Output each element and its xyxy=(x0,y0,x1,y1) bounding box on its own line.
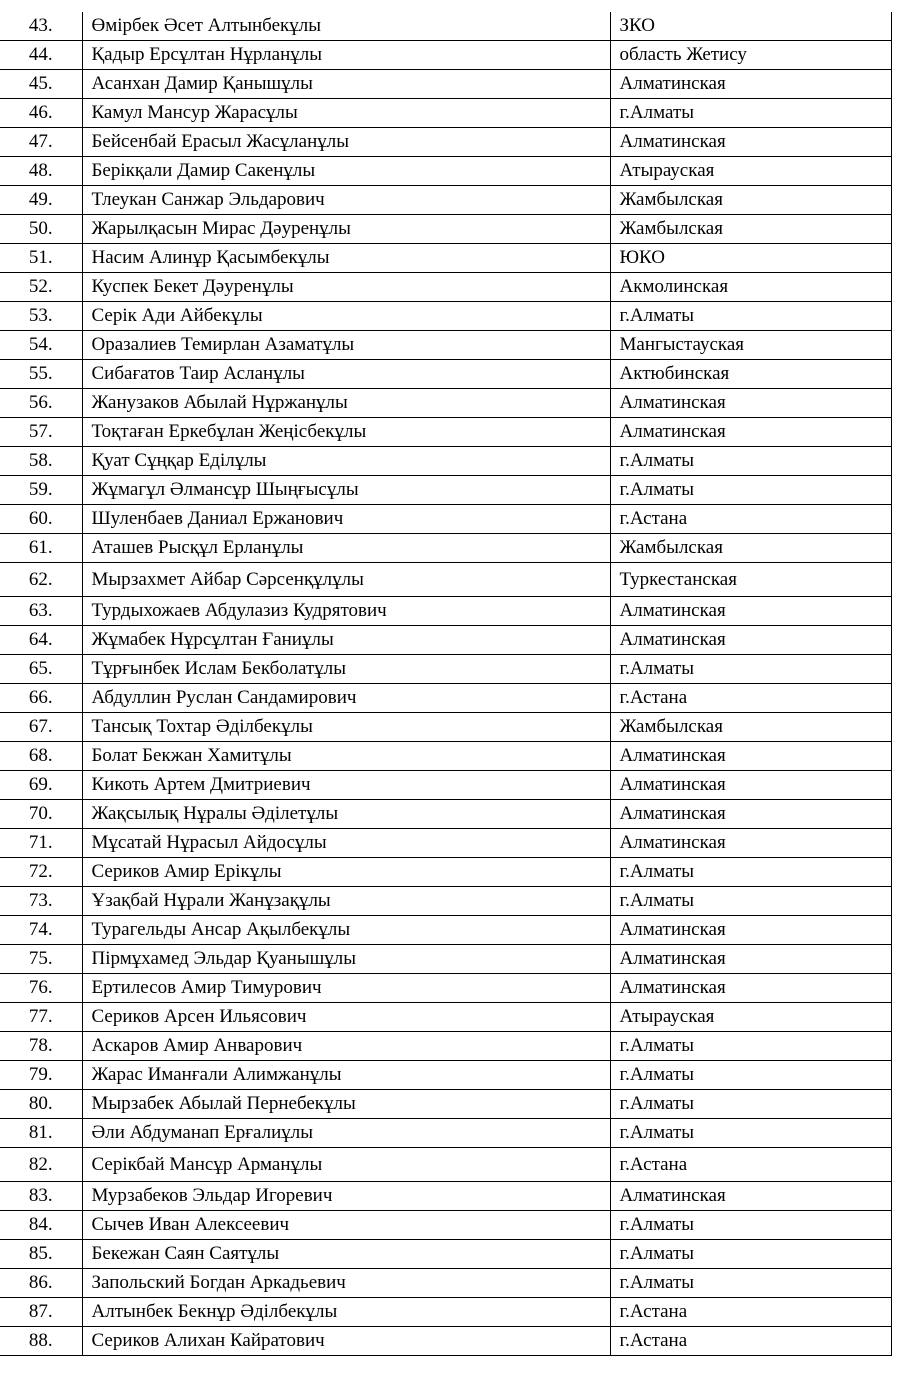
table-row xyxy=(0,1003,891,1032)
row-number-cell: 47. xyxy=(0,128,82,157)
full-name-cell: Серік Ади Айбекұлы xyxy=(82,302,610,331)
full-name-cell: Абдуллин Руслан Сандамирович xyxy=(82,684,610,713)
table-row xyxy=(0,563,891,597)
region-cell: г.Астана xyxy=(610,505,891,534)
row-number-cell: 83. xyxy=(0,1182,82,1211)
region-cell: Алматинская xyxy=(610,916,891,945)
row-number-cell: 78. xyxy=(0,1032,82,1061)
region-cell: Алматинская xyxy=(610,974,891,1003)
region-cell: Алматинская xyxy=(610,128,891,157)
row-number-cell: 66. xyxy=(0,684,82,713)
row-number-cell: 58. xyxy=(0,447,82,476)
table-row xyxy=(0,534,891,563)
row-number-cell: 77. xyxy=(0,1003,82,1032)
region-cell: г.Алматы xyxy=(610,1119,891,1148)
table-row xyxy=(0,655,891,684)
row-number-cell: 56. xyxy=(0,389,82,418)
full-name-cell: Шуленбаев Даниал Ержанович xyxy=(82,505,610,534)
table-row xyxy=(0,626,891,655)
full-name-cell: Тұрғынбек Ислам Бекболатұлы xyxy=(82,655,610,684)
row-number-cell: 44. xyxy=(0,41,82,70)
table-row xyxy=(0,331,891,360)
table-row xyxy=(0,1148,891,1182)
row-number-cell: 69. xyxy=(0,771,82,800)
region-cell: г.Алматы xyxy=(610,887,891,916)
region-cell: г.Алматы xyxy=(610,858,891,887)
region-cell: г.Алматы xyxy=(610,1090,891,1119)
region-cell: г.Алматы xyxy=(610,99,891,128)
full-name-cell: Турагельды Ансар Ақылбекұлы xyxy=(82,916,610,945)
region-cell: Актюбинская xyxy=(610,360,891,389)
full-name-cell: Бекежан Саян Саятұлы xyxy=(82,1240,610,1269)
region-cell: Жамбылская xyxy=(610,186,891,215)
full-name-cell: Жақсылық Нұралы Әділетұлы xyxy=(82,800,610,829)
row-number-cell: 76. xyxy=(0,974,82,1003)
full-name-cell: Алтынбек Бекнұр Әділбекұлы xyxy=(82,1298,610,1327)
row-number-cell: 85. xyxy=(0,1240,82,1269)
table-row xyxy=(0,597,891,626)
row-number-cell: 68. xyxy=(0,742,82,771)
table-row xyxy=(0,476,891,505)
table-row xyxy=(0,945,891,974)
table-row xyxy=(0,447,891,476)
region-cell: Жамбылская xyxy=(610,534,891,563)
row-number-cell: 43. xyxy=(0,12,82,41)
region-cell: г.Астана xyxy=(610,684,891,713)
row-number-cell: 64. xyxy=(0,626,82,655)
row-number-cell: 45. xyxy=(0,70,82,99)
full-name-cell: Сериков Арсен Ильясович xyxy=(82,1003,610,1032)
full-name-cell: Бейсенбай Ерасыл Жасұланұлы xyxy=(82,128,610,157)
full-name-cell: Жанузаков Абылай Нұржанұлы xyxy=(82,389,610,418)
row-number-cell: 49. xyxy=(0,186,82,215)
row-number-cell: 73. xyxy=(0,887,82,916)
table-row xyxy=(0,1211,891,1240)
full-name-cell: Мырзабек Абылай Пернебекұлы xyxy=(82,1090,610,1119)
row-number-cell: 52. xyxy=(0,273,82,302)
row-number-cell: 54. xyxy=(0,331,82,360)
region-cell: г.Алматы xyxy=(610,447,891,476)
region-cell: Алматинская xyxy=(610,70,891,99)
full-name-cell: Мырзахмет Айбар Сәрсенқұлұлы xyxy=(82,563,610,597)
region-cell: ЮКО xyxy=(610,244,891,273)
region-cell: Алматинская xyxy=(610,418,891,447)
table-row xyxy=(0,128,891,157)
region-cell: область Жетису xyxy=(610,41,891,70)
region-cell: Алматинская xyxy=(610,800,891,829)
full-name-cell: Қадыр Ерсұлтан Нұрланұлы xyxy=(82,41,610,70)
table-row xyxy=(0,1061,891,1090)
row-number-cell: 75. xyxy=(0,945,82,974)
region-cell: Алматинская xyxy=(610,597,891,626)
region-cell: Алматинская xyxy=(610,389,891,418)
table-row xyxy=(0,41,891,70)
row-number-cell: 80. xyxy=(0,1090,82,1119)
full-name-cell: Тлеукан Санжар Эльдарович xyxy=(82,186,610,215)
full-name-cell: Болат Бекжан Хамитұлы xyxy=(82,742,610,771)
table-row xyxy=(0,1269,891,1298)
row-number-cell: 72. xyxy=(0,858,82,887)
table-row xyxy=(0,742,891,771)
table-row xyxy=(0,771,891,800)
region-cell: ЗКО xyxy=(610,12,891,41)
participants-table xyxy=(0,12,892,1356)
row-number-cell: 86. xyxy=(0,1269,82,1298)
table-row xyxy=(0,360,891,389)
region-cell: Атырауская xyxy=(610,157,891,186)
row-number-cell: 82. xyxy=(0,1148,82,1182)
full-name-cell: Аташев Рысқұл Ерланұлы xyxy=(82,534,610,563)
full-name-cell: Камул Мансур Жарасұлы xyxy=(82,99,610,128)
table-row xyxy=(0,916,891,945)
row-number-cell: 67. xyxy=(0,713,82,742)
full-name-cell: Сибағатов Таир Асланұлы xyxy=(82,360,610,389)
region-cell: г.Алматы xyxy=(610,1211,891,1240)
table-row xyxy=(0,684,891,713)
region-cell: г.Алматы xyxy=(610,1269,891,1298)
full-name-cell: Пірмұхамед Эльдар Қуанышұлы xyxy=(82,945,610,974)
region-cell: Алматинская xyxy=(610,1182,891,1211)
region-cell: г.Астана xyxy=(610,1327,891,1356)
full-name-cell: Аскаров Амир Анварович xyxy=(82,1032,610,1061)
table-row xyxy=(0,215,891,244)
full-name-cell: Сериков Амир Ерікұлы xyxy=(82,858,610,887)
row-number-cell: 60. xyxy=(0,505,82,534)
table-row xyxy=(0,273,891,302)
table-row xyxy=(0,713,891,742)
full-name-cell: Сериков Алихан Кайратович xyxy=(82,1327,610,1356)
full-name-cell: Насим Алинұр Қасымбекұлы xyxy=(82,244,610,273)
table-row xyxy=(0,974,891,1003)
row-number-cell: 88. xyxy=(0,1327,82,1356)
table-row xyxy=(0,244,891,273)
row-number-cell: 48. xyxy=(0,157,82,186)
row-number-cell: 53. xyxy=(0,302,82,331)
table-row xyxy=(0,887,891,916)
full-name-cell: Оразалиев Темирлан Азаматұлы xyxy=(82,331,610,360)
row-number-cell: 81. xyxy=(0,1119,82,1148)
region-cell: г.Алматы xyxy=(610,655,891,684)
region-cell: г.Алматы xyxy=(610,1240,891,1269)
region-cell: г.Астана xyxy=(610,1148,891,1182)
full-name-cell: Ұзақбай Нұрали Жанұзақұлы xyxy=(82,887,610,916)
row-number-cell: 65. xyxy=(0,655,82,684)
full-name-cell: Жұмагұл Әлмансұр Шыңғысұлы xyxy=(82,476,610,505)
row-number-cell: 71. xyxy=(0,829,82,858)
table-row xyxy=(0,99,891,128)
participants-table-body xyxy=(0,12,891,1356)
table-row xyxy=(0,1119,891,1148)
table-row xyxy=(0,418,891,447)
table-row xyxy=(0,505,891,534)
full-name-cell: Запольский Богдан Аркадьевич xyxy=(82,1269,610,1298)
row-number-cell: 55. xyxy=(0,360,82,389)
full-name-cell: Сычев Иван Алексеевич xyxy=(82,1211,610,1240)
table-row xyxy=(0,1327,891,1356)
table-row xyxy=(0,12,891,41)
region-cell: Жамбылская xyxy=(610,713,891,742)
full-name-cell: Мұсатай Нұрасыл Айдосұлы xyxy=(82,829,610,858)
region-cell: г.Алматы xyxy=(610,1061,891,1090)
region-cell: г.Алматы xyxy=(610,1032,891,1061)
row-number-cell: 87. xyxy=(0,1298,82,1327)
row-number-cell: 46. xyxy=(0,99,82,128)
region-cell: г.Алматы xyxy=(610,302,891,331)
region-cell: г.Алматы xyxy=(610,476,891,505)
row-number-cell: 70. xyxy=(0,800,82,829)
table-row xyxy=(0,1090,891,1119)
row-number-cell: 74. xyxy=(0,916,82,945)
region-cell: Алматинская xyxy=(610,945,891,974)
region-cell: Алматинская xyxy=(610,742,891,771)
table-row xyxy=(0,70,891,99)
full-name-cell: Турдыхожаев Абдулазиз Кудрятович xyxy=(82,597,610,626)
row-number-cell: 51. xyxy=(0,244,82,273)
full-name-cell: Жұмабек Нұрсұлтан Ғаниұлы xyxy=(82,626,610,655)
table-row xyxy=(0,829,891,858)
full-name-cell: Тоқтаған Еркебұлан Жеңісбекұлы xyxy=(82,418,610,447)
row-number-cell: 50. xyxy=(0,215,82,244)
row-number-cell: 79. xyxy=(0,1061,82,1090)
table-row xyxy=(0,858,891,887)
table-row xyxy=(0,1298,891,1327)
full-name-cell: Тансық Тохтар Әділбекұлы xyxy=(82,713,610,742)
full-name-cell: Ертилесов Амир Тимурович xyxy=(82,974,610,1003)
full-name-cell: Жарас Иманғали Алимжанұлы xyxy=(82,1061,610,1090)
table-row xyxy=(0,389,891,418)
full-name-cell: Асанхан Дамир Қанышұлы xyxy=(82,70,610,99)
table-row xyxy=(0,1182,891,1211)
table-row xyxy=(0,1032,891,1061)
full-name-cell: Әли Абдуманап Ерғалиұлы xyxy=(82,1119,610,1148)
region-cell: Акмолинская xyxy=(610,273,891,302)
full-name-cell: Жарылқасын Мирас Дәуренұлы xyxy=(82,215,610,244)
region-cell: Жамбылская xyxy=(610,215,891,244)
full-name-cell: Қуат Сұңқар Еділұлы xyxy=(82,447,610,476)
region-cell: Туркестанская xyxy=(610,563,891,597)
table-row xyxy=(0,800,891,829)
full-name-cell: Кикоть Артем Дмитриевич xyxy=(82,771,610,800)
full-name-cell: Куспек Бекет Дәуренұлы xyxy=(82,273,610,302)
table-row xyxy=(0,157,891,186)
region-cell: г.Астана xyxy=(610,1298,891,1327)
full-name-cell: Серікбай Мансұр Арманұлы xyxy=(82,1148,610,1182)
full-name-cell: Мурзабеков Эльдар Игоревич xyxy=(82,1182,610,1211)
region-cell: Алматинская xyxy=(610,626,891,655)
region-cell: Алматинская xyxy=(610,829,891,858)
row-number-cell: 62. xyxy=(0,563,82,597)
region-cell: Атырауская xyxy=(610,1003,891,1032)
full-name-cell: Берікқали Дамир Сакенұлы xyxy=(82,157,610,186)
table-row xyxy=(0,186,891,215)
region-cell: Алматинская xyxy=(610,771,891,800)
region-cell: Мангыстауская xyxy=(610,331,891,360)
row-number-cell: 63. xyxy=(0,597,82,626)
full-name-cell: Өмірбек Әсет Алтынбекұлы xyxy=(82,12,610,41)
row-number-cell: 84. xyxy=(0,1211,82,1240)
row-number-cell: 61. xyxy=(0,534,82,563)
row-number-cell: 57. xyxy=(0,418,82,447)
table-row xyxy=(0,1240,891,1269)
table-row xyxy=(0,302,891,331)
row-number-cell: 59. xyxy=(0,476,82,505)
